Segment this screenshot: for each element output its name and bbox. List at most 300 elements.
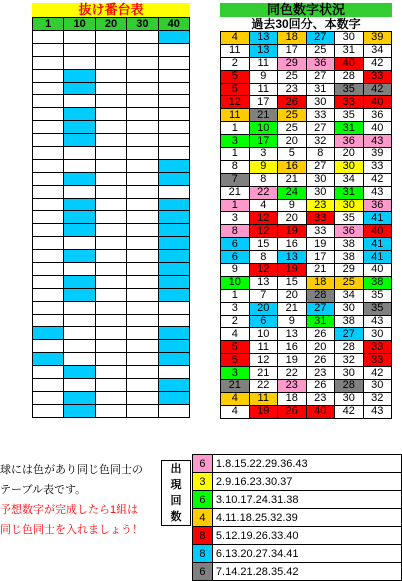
number-cell: 27 bbox=[306, 302, 335, 315]
left-cell bbox=[95, 301, 126, 314]
number-cell: 15 bbox=[249, 238, 278, 251]
left-cell bbox=[33, 379, 64, 392]
number-cell: 33 bbox=[306, 212, 335, 225]
left-cell bbox=[64, 56, 95, 69]
left-cell bbox=[127, 95, 158, 108]
number-cell: 31 bbox=[335, 122, 364, 135]
left-cell bbox=[33, 366, 64, 379]
left-row bbox=[33, 43, 190, 56]
number-cell: 29 bbox=[278, 57, 307, 70]
left-cell bbox=[127, 198, 158, 211]
number-cell: 36 bbox=[363, 199, 392, 212]
left-cell bbox=[64, 250, 95, 263]
number-cell: 27 bbox=[306, 122, 335, 135]
left-header-cell: 20 bbox=[95, 18, 126, 31]
left-row bbox=[33, 56, 190, 69]
left-cell bbox=[33, 121, 64, 134]
number-cell: 36 bbox=[363, 109, 392, 122]
number-cell: 11 bbox=[249, 83, 278, 96]
left-cell bbox=[158, 275, 189, 288]
number-cell: 12 bbox=[221, 96, 250, 109]
number-cell: 41 bbox=[363, 238, 392, 251]
left-cell bbox=[64, 31, 95, 44]
left-row bbox=[33, 82, 190, 95]
left-cell bbox=[95, 275, 126, 288]
left-cell bbox=[158, 159, 189, 172]
number-cell: 19 bbox=[278, 264, 307, 277]
left-cell bbox=[158, 340, 189, 353]
number-cell: 13 bbox=[278, 251, 307, 264]
number-cell: 16 bbox=[278, 341, 307, 354]
number-cell: 38 bbox=[335, 238, 364, 251]
count-label-char: 回 bbox=[170, 495, 182, 507]
left-cell bbox=[33, 314, 64, 327]
left-cell bbox=[64, 301, 95, 314]
number-cell: 13 bbox=[249, 44, 278, 57]
left-cell bbox=[95, 288, 126, 301]
left-cell bbox=[158, 211, 189, 224]
number-cell: 22 bbox=[249, 186, 278, 199]
left-cell bbox=[33, 31, 64, 44]
number-cell: 25 bbox=[278, 122, 307, 135]
number-cell: 11 bbox=[249, 341, 278, 354]
left-cell bbox=[33, 250, 64, 263]
number-cell: 21 bbox=[221, 380, 250, 393]
left-cell bbox=[158, 314, 189, 327]
number-cell: 34 bbox=[335, 289, 364, 302]
left-row bbox=[33, 288, 190, 301]
left-cell bbox=[158, 121, 189, 134]
left-cell bbox=[33, 327, 64, 340]
left-cell bbox=[33, 340, 64, 353]
number-row bbox=[221, 186, 392, 199]
number-cell: 30 bbox=[335, 392, 364, 405]
number-row bbox=[221, 289, 392, 302]
number-cell: 30 bbox=[335, 160, 364, 173]
number-cell: 31 bbox=[335, 44, 364, 57]
left-cell bbox=[64, 404, 95, 417]
left-cell bbox=[95, 172, 126, 185]
left-cell bbox=[127, 185, 158, 198]
left-cell bbox=[127, 147, 158, 160]
number-cell: 25 bbox=[278, 109, 307, 122]
note-text bbox=[0, 460, 168, 540]
count-label-char: 出 bbox=[170, 463, 182, 475]
number-cell: 30 bbox=[306, 186, 335, 199]
number-cell: 18 bbox=[278, 32, 307, 45]
left-header-cell: 40 bbox=[158, 18, 189, 31]
left-cell bbox=[33, 404, 64, 417]
number-cell: 38 bbox=[335, 315, 364, 328]
number-row bbox=[221, 44, 392, 57]
left-cell bbox=[158, 263, 189, 276]
number-cell: 21 bbox=[249, 109, 278, 122]
left-header-cell: 10 bbox=[64, 18, 95, 31]
number-row bbox=[221, 109, 392, 122]
left-cell bbox=[127, 250, 158, 263]
left-header-cell: 30 bbox=[127, 18, 158, 31]
left-cell bbox=[33, 56, 64, 69]
number-cell: 35 bbox=[335, 212, 364, 225]
left-row bbox=[33, 379, 190, 392]
number-cell: 20 bbox=[249, 302, 278, 315]
number-cell: 23 bbox=[306, 392, 335, 405]
number-cell: 42 bbox=[363, 57, 392, 70]
left-header-row bbox=[33, 18, 190, 31]
left-cell bbox=[64, 391, 95, 404]
number-cell: 5 bbox=[221, 354, 250, 367]
number-cell: 8 bbox=[249, 173, 278, 186]
left-cell bbox=[33, 353, 64, 366]
left-cell bbox=[33, 108, 64, 121]
summary-count: 6 bbox=[193, 455, 213, 473]
summary-numbers: 7.14.21.28.35.42 bbox=[212, 563, 401, 581]
summary-count: 8 bbox=[193, 545, 213, 563]
left-cell bbox=[127, 340, 158, 353]
number-cell: 30 bbox=[306, 96, 335, 109]
left-cell bbox=[64, 185, 95, 198]
left-cell bbox=[158, 327, 189, 340]
number-row bbox=[221, 238, 392, 251]
number-cell: 1 bbox=[221, 122, 250, 135]
left-row bbox=[33, 134, 190, 147]
summary-row bbox=[193, 491, 402, 509]
left-cell bbox=[64, 43, 95, 56]
number-cell: 19 bbox=[278, 225, 307, 238]
number-cell: 33 bbox=[306, 225, 335, 238]
number-cell: 26 bbox=[306, 328, 335, 341]
number-cell: 18 bbox=[306, 276, 335, 289]
left-cell bbox=[95, 134, 126, 147]
left-cell bbox=[158, 353, 189, 366]
number-cell: 42 bbox=[363, 83, 392, 96]
note-line-2: テーブル表です。 bbox=[0, 484, 87, 496]
number-cell: 23 bbox=[278, 380, 307, 393]
number-cell: 40 bbox=[363, 96, 392, 109]
left-cell bbox=[127, 134, 158, 147]
number-cell: 36 bbox=[335, 135, 364, 148]
number-cell: 8 bbox=[306, 148, 335, 161]
number-cell: 38 bbox=[335, 251, 364, 264]
left-cell bbox=[158, 404, 189, 417]
left-cell bbox=[95, 121, 126, 134]
left-cell bbox=[64, 121, 95, 134]
left-row bbox=[33, 121, 190, 134]
left-cell bbox=[33, 159, 64, 172]
number-cell: 9 bbox=[249, 70, 278, 83]
number-row bbox=[221, 83, 392, 96]
left-cell bbox=[33, 172, 64, 185]
left-cell bbox=[158, 250, 189, 263]
number-cell: 26 bbox=[306, 380, 335, 393]
left-row bbox=[33, 340, 190, 353]
left-cell bbox=[158, 108, 189, 121]
left-cell bbox=[95, 237, 126, 250]
number-row bbox=[221, 96, 392, 109]
left-cell bbox=[127, 301, 158, 314]
left-cell bbox=[95, 340, 126, 353]
left-cell bbox=[158, 82, 189, 95]
number-cell: 39 bbox=[363, 32, 392, 45]
number-cell: 20 bbox=[335, 148, 364, 161]
number-cell: 32 bbox=[306, 135, 335, 148]
left-cell bbox=[127, 314, 158, 327]
left-row bbox=[33, 250, 190, 263]
number-cell: 21 bbox=[278, 302, 307, 315]
number-cell: 39 bbox=[363, 148, 392, 161]
left-row bbox=[33, 159, 190, 172]
number-row bbox=[221, 225, 392, 238]
left-row bbox=[33, 211, 190, 224]
number-cell: 25 bbox=[306, 44, 335, 57]
left-cell bbox=[64, 69, 95, 82]
number-cell: 13 bbox=[278, 328, 307, 341]
number-cell: 28 bbox=[335, 70, 364, 83]
left-cell bbox=[33, 134, 64, 147]
number-row bbox=[221, 32, 392, 45]
left-cell bbox=[64, 134, 95, 147]
number-cell: 16 bbox=[278, 160, 307, 173]
left-cell bbox=[33, 147, 64, 160]
number-row bbox=[221, 251, 392, 264]
number-cell: 17 bbox=[306, 251, 335, 264]
left-cell bbox=[95, 95, 126, 108]
left-cell bbox=[127, 69, 158, 82]
number-cell: 22 bbox=[278, 367, 307, 380]
left-row bbox=[33, 95, 190, 108]
number-cell: 41 bbox=[363, 251, 392, 264]
number-cell: 13 bbox=[249, 276, 278, 289]
number-cell: 33 bbox=[306, 109, 335, 122]
left-cell bbox=[127, 82, 158, 95]
number-cell: 43 bbox=[363, 135, 392, 148]
number-cell: 30 bbox=[363, 328, 392, 341]
left-row bbox=[33, 366, 190, 379]
note-line-3: 予想数字が完成したら1組は bbox=[0, 504, 139, 516]
number-cell: 26 bbox=[278, 96, 307, 109]
left-cell bbox=[33, 224, 64, 237]
left-row bbox=[33, 314, 190, 327]
number-cell: 10 bbox=[249, 122, 278, 135]
left-cell bbox=[64, 237, 95, 250]
number-cell: 43 bbox=[363, 315, 392, 328]
left-cell bbox=[95, 69, 126, 82]
number-cell: 10 bbox=[249, 328, 278, 341]
left-row bbox=[33, 147, 190, 160]
number-cell: 25 bbox=[335, 276, 364, 289]
left-cell bbox=[158, 95, 189, 108]
left-cell bbox=[127, 31, 158, 44]
number-row bbox=[221, 212, 392, 225]
number-cell: 11 bbox=[249, 392, 278, 405]
left-cell bbox=[64, 198, 95, 211]
number-cell: 23 bbox=[306, 199, 335, 212]
number-cell: 35 bbox=[363, 289, 392, 302]
summary-row bbox=[193, 545, 402, 563]
left-header-cell: 1 bbox=[33, 18, 64, 31]
number-row bbox=[221, 328, 392, 341]
left-cell bbox=[64, 353, 95, 366]
left-row bbox=[33, 301, 190, 314]
number-cell: 25 bbox=[278, 70, 307, 83]
number-cell: 5 bbox=[221, 341, 250, 354]
number-cell: 43 bbox=[363, 186, 392, 199]
left-cell bbox=[158, 31, 189, 44]
number-cell: 21 bbox=[249, 367, 278, 380]
summary-count: 6 bbox=[193, 563, 213, 581]
number-cell: 5 bbox=[221, 70, 250, 83]
left-cell bbox=[64, 224, 95, 237]
count-label-char: 数 bbox=[170, 511, 182, 523]
number-cell: 30 bbox=[335, 199, 364, 212]
right-subtitle: 過去30回分、本数字 bbox=[220, 17, 392, 31]
left-cell bbox=[64, 108, 95, 121]
number-cell: 6 bbox=[221, 251, 250, 264]
number-row bbox=[221, 148, 392, 161]
left-row bbox=[33, 69, 190, 82]
number-cell: 20 bbox=[278, 212, 307, 225]
number-cell: 41 bbox=[363, 212, 392, 225]
summary-row bbox=[193, 473, 402, 491]
summary-count: 8 bbox=[193, 527, 213, 545]
left-row bbox=[33, 275, 190, 288]
number-cell: 9 bbox=[278, 315, 307, 328]
left-cell bbox=[95, 147, 126, 160]
left-cell bbox=[127, 159, 158, 172]
left-cell bbox=[33, 95, 64, 108]
summary-row bbox=[193, 527, 402, 545]
left-cell bbox=[127, 172, 158, 185]
left-cell bbox=[64, 147, 95, 160]
number-row bbox=[221, 70, 392, 83]
number-cell: 30 bbox=[335, 367, 364, 380]
number-cell: 12 bbox=[249, 225, 278, 238]
left-cell bbox=[127, 108, 158, 121]
number-row bbox=[221, 264, 392, 277]
number-cell: 6 bbox=[221, 238, 250, 251]
left-cell bbox=[95, 224, 126, 237]
number-cell: 11 bbox=[221, 109, 250, 122]
left-cell bbox=[64, 314, 95, 327]
left-cell bbox=[95, 379, 126, 392]
left-cell bbox=[127, 404, 158, 417]
number-cell: 32 bbox=[335, 354, 364, 367]
number-cell: 29 bbox=[335, 264, 364, 277]
number-cell: 9 bbox=[249, 160, 278, 173]
summary-numbers: 4.11.18.25.32.39 bbox=[212, 509, 401, 527]
number-row bbox=[221, 367, 392, 380]
number-cell: 32 bbox=[363, 392, 392, 405]
left-cell bbox=[95, 31, 126, 44]
number-cell: 10 bbox=[221, 276, 250, 289]
number-cell: 23 bbox=[306, 367, 335, 380]
number-cell: 22 bbox=[249, 380, 278, 393]
left-cell bbox=[158, 237, 189, 250]
summary-numbers: 5.12.19.26.33.40 bbox=[212, 527, 401, 545]
number-cell: 8 bbox=[221, 160, 250, 173]
left-cell bbox=[158, 147, 189, 160]
left-cell bbox=[158, 391, 189, 404]
number-cell: 20 bbox=[278, 289, 307, 302]
number-cell: 3 bbox=[249, 148, 278, 161]
number-cell: 3 bbox=[221, 302, 250, 315]
left-cell bbox=[33, 288, 64, 301]
number-cell: 8 bbox=[249, 251, 278, 264]
left-cell bbox=[95, 263, 126, 276]
summary-numbers: 3.10.17.24.31.38 bbox=[212, 491, 401, 509]
number-cell: 27 bbox=[306, 32, 335, 45]
number-cell: 36 bbox=[306, 57, 335, 70]
number-row bbox=[221, 392, 392, 405]
left-cell bbox=[127, 366, 158, 379]
number-row bbox=[221, 122, 392, 135]
left-cell bbox=[158, 69, 189, 82]
number-cell: 28 bbox=[335, 341, 364, 354]
left-cell bbox=[33, 275, 64, 288]
left-cell bbox=[95, 185, 126, 198]
left-cell bbox=[95, 56, 126, 69]
number-cell: 17 bbox=[249, 135, 278, 148]
number-cell: 36 bbox=[335, 225, 364, 238]
summary-numbers: 1.8.15.22.29.36.43 bbox=[212, 455, 401, 473]
left-cell bbox=[95, 211, 126, 224]
number-cell: 15 bbox=[278, 276, 307, 289]
number-row bbox=[221, 302, 392, 315]
summary-count: 3 bbox=[193, 473, 213, 491]
number-cell: 30 bbox=[335, 302, 364, 315]
left-cell bbox=[95, 43, 126, 56]
number-cell: 35 bbox=[335, 83, 364, 96]
left-cell bbox=[64, 95, 95, 108]
number-cell: 13 bbox=[249, 32, 278, 45]
number-cell: 30 bbox=[363, 380, 392, 393]
left-cell bbox=[158, 288, 189, 301]
summary-count: 6 bbox=[193, 491, 213, 509]
left-row bbox=[33, 172, 190, 185]
number-cell: 28 bbox=[335, 380, 364, 393]
summary-count: 4 bbox=[193, 509, 213, 527]
number-cell: 34 bbox=[363, 44, 392, 57]
number-cell: 21 bbox=[306, 264, 335, 277]
number-cell: 12 bbox=[249, 212, 278, 225]
left-cell bbox=[158, 185, 189, 198]
number-cell: 33 bbox=[363, 160, 392, 173]
number-row bbox=[221, 199, 392, 212]
number-cell: 31 bbox=[306, 315, 335, 328]
number-cell: 9 bbox=[221, 264, 250, 277]
note-line-4: 同じ色同士を入れましょう！ bbox=[0, 524, 143, 536]
left-cell bbox=[127, 224, 158, 237]
summary-row bbox=[193, 455, 402, 473]
left-cell bbox=[64, 288, 95, 301]
right-title: 同色数字状況 bbox=[220, 3, 392, 17]
left-cell bbox=[127, 327, 158, 340]
missing-number-grid bbox=[32, 17, 190, 418]
left-row bbox=[33, 224, 190, 237]
left-row bbox=[33, 31, 190, 44]
left-cell bbox=[64, 340, 95, 353]
left-cell bbox=[95, 366, 126, 379]
number-cell: 24 bbox=[278, 186, 307, 199]
left-cell bbox=[127, 275, 158, 288]
number-cell: 40 bbox=[363, 225, 392, 238]
number-cell: 12 bbox=[249, 354, 278, 367]
left-cell bbox=[127, 43, 158, 56]
left-cell bbox=[95, 108, 126, 121]
number-cell: 7 bbox=[221, 173, 250, 186]
number-cell: 31 bbox=[335, 186, 364, 199]
left-cell bbox=[127, 211, 158, 224]
